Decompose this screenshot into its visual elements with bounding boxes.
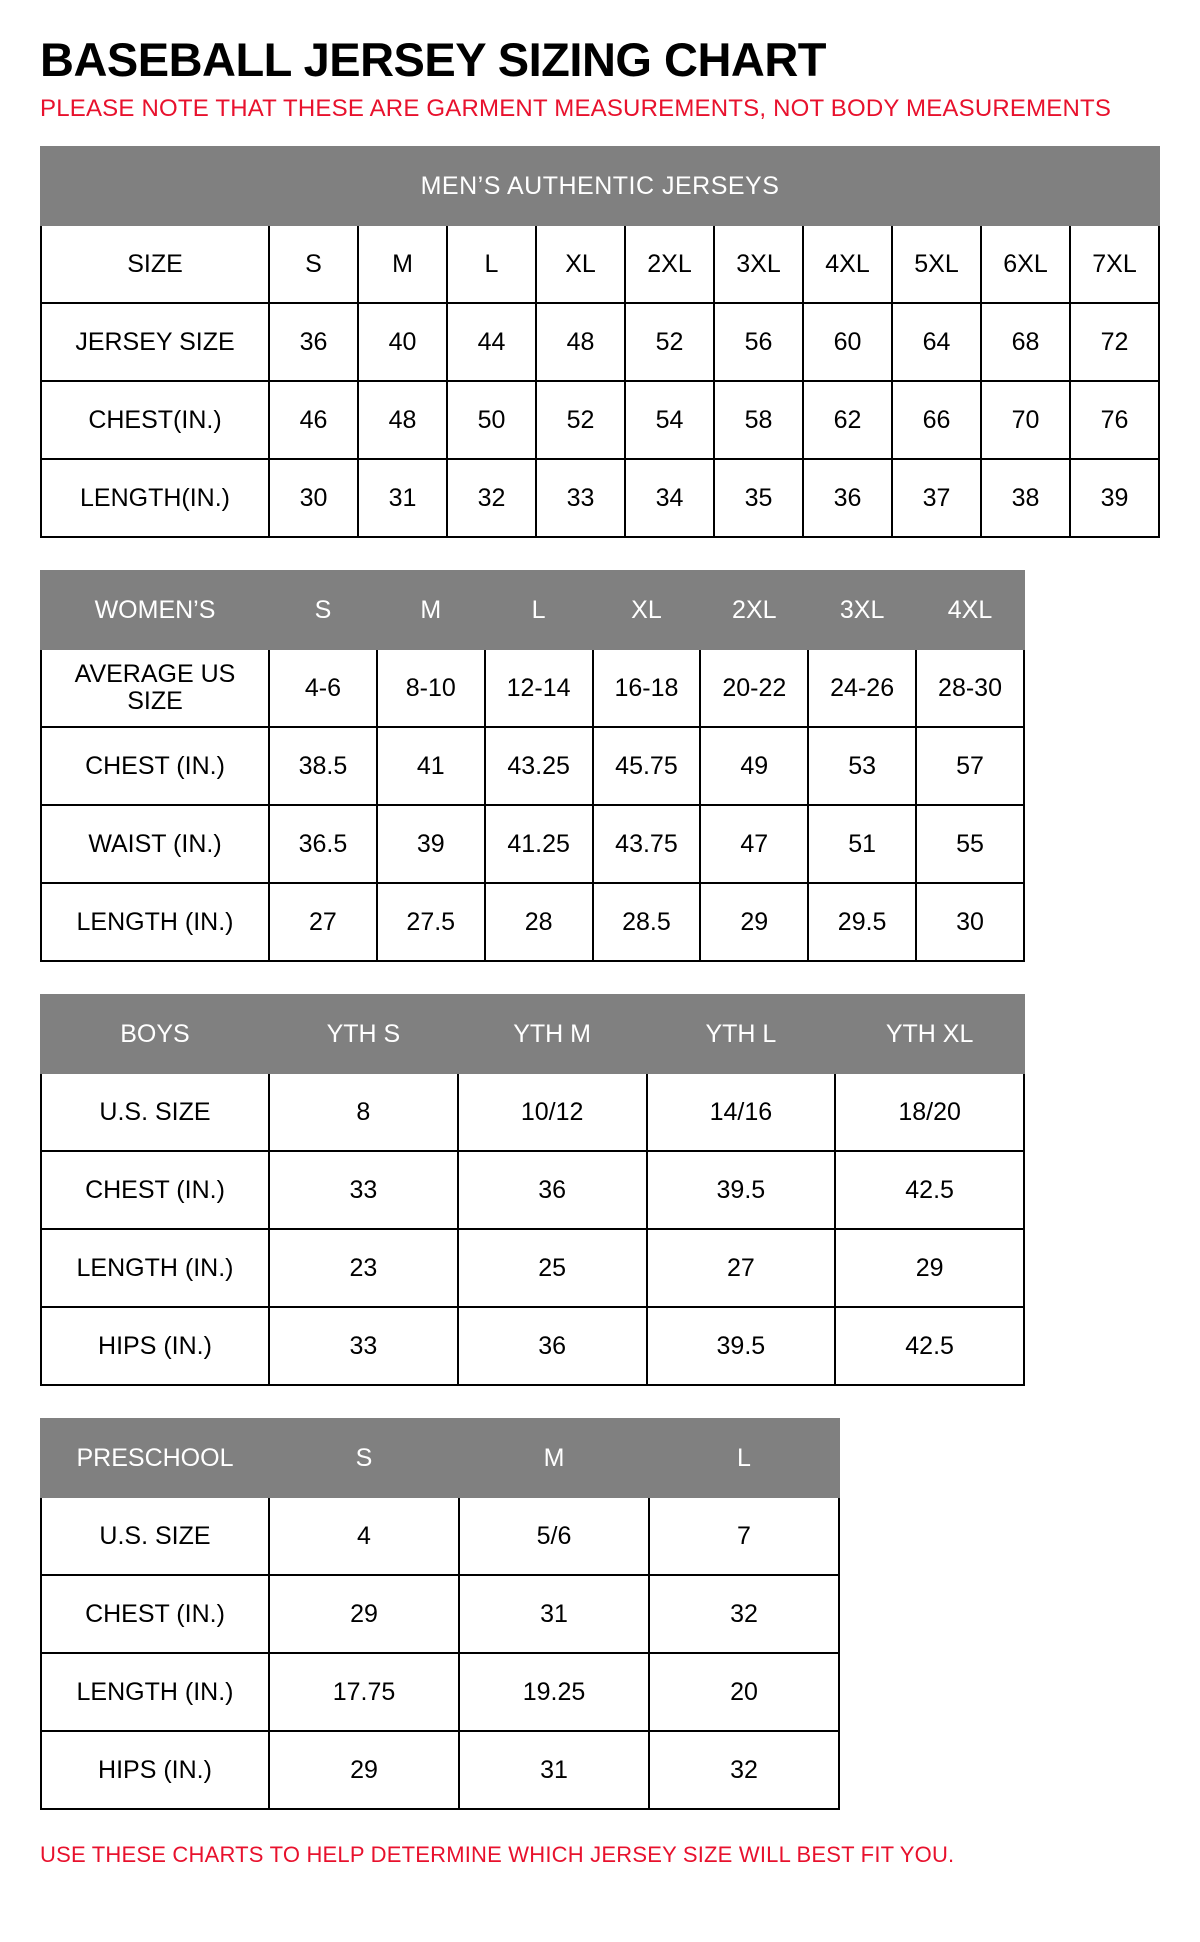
row-label: HIPS (IN.): [41, 1731, 269, 1809]
cell: 29: [269, 1731, 459, 1809]
cell: 10/12: [458, 1073, 647, 1151]
row-label: CHEST(IN.): [41, 381, 269, 459]
table-row: [41, 1073, 1024, 1151]
cell: 8-10: [377, 649, 485, 727]
cell: 32: [649, 1731, 839, 1809]
row-label: SIZE: [41, 225, 269, 303]
cell: L: [447, 225, 536, 303]
page-title: BASEBALL JERSEY SIZING CHART: [40, 33, 826, 86]
cell: 2XL: [625, 225, 714, 303]
cell: 76: [1070, 381, 1159, 459]
cell: S: [269, 225, 358, 303]
womens-header-cell: M: [377, 571, 485, 649]
womens-header-cell: XL: [593, 571, 701, 649]
row-label: LENGTH (IN.): [41, 1653, 269, 1731]
cell: 47: [700, 805, 808, 883]
table-row: [41, 1653, 839, 1731]
cell: 45.75: [593, 727, 701, 805]
cell: 72: [1070, 303, 1159, 381]
womens-header-cell: 2XL: [700, 571, 808, 649]
cell: 68: [981, 303, 1070, 381]
cell: 14/16: [647, 1073, 836, 1151]
cell: 70: [981, 381, 1070, 459]
cell: 35: [714, 459, 803, 537]
cell: 28.5: [593, 883, 701, 961]
row-label: CHEST (IN.): [41, 1151, 269, 1229]
cell: 29: [835, 1229, 1024, 1307]
womens-header-label: WOMEN’S: [41, 571, 269, 649]
cell: 41.25: [485, 805, 593, 883]
cell: 49: [700, 727, 808, 805]
table-row: [41, 1151, 1024, 1229]
cell: 20: [649, 1653, 839, 1731]
cell: 33: [269, 1151, 458, 1229]
cell: 20-22: [700, 649, 808, 727]
row-label: HIPS (IN.): [41, 1307, 269, 1385]
row-label: CHEST (IN.): [41, 727, 269, 805]
cell: 25: [458, 1229, 647, 1307]
cell: 34: [625, 459, 714, 537]
row-label: U.S. SIZE: [41, 1497, 269, 1575]
cell: 18/20: [835, 1073, 1024, 1151]
cell: 42.5: [835, 1151, 1024, 1229]
mens-sizing-table: [40, 146, 1160, 538]
boys-header-cell: YTH XL: [835, 995, 1024, 1073]
row-label: WAIST (IN.): [41, 805, 269, 883]
table-row: [41, 805, 1024, 883]
table-row: [41, 381, 1159, 459]
cell: 8: [269, 1073, 458, 1151]
cell: 56: [714, 303, 803, 381]
cell: 27: [269, 883, 377, 961]
cell: M: [358, 225, 447, 303]
cell: 7XL: [1070, 225, 1159, 303]
boys-header-cell: YTH M: [458, 995, 647, 1073]
preschool-header-cell: S: [269, 1419, 459, 1497]
womens-header-cell: L: [485, 571, 593, 649]
cell: 31: [459, 1575, 649, 1653]
womens-header-cell: S: [269, 571, 377, 649]
preschool-header-cell: L: [649, 1419, 839, 1497]
table-row-header: [41, 571, 1024, 649]
table-row: [41, 303, 1159, 381]
cell: 42.5: [835, 1307, 1024, 1385]
table-row-header: [41, 995, 1024, 1073]
cell: 6XL: [981, 225, 1070, 303]
cell: 28: [485, 883, 593, 961]
cell: 17.75: [269, 1653, 459, 1731]
cell: 19.25: [459, 1653, 649, 1731]
cell: 36: [803, 459, 892, 537]
table-row: [41, 1307, 1024, 1385]
table-row: [41, 883, 1024, 961]
mens-banner: MEN’S AUTHENTIC JERSEYS: [41, 147, 1159, 225]
cell: 48: [358, 381, 447, 459]
table-row: [41, 649, 1024, 727]
cell: 43.25: [485, 727, 593, 805]
cell: 58: [714, 381, 803, 459]
measurement-disclaimer: PLEASE NOTE THAT THESE ARE GARMENT MEASUREMENTS, NOT BODY MEASUREMENTS: [40, 95, 1112, 123]
table-row: [41, 1575, 839, 1653]
table-row: [41, 225, 1159, 303]
cell: 52: [536, 381, 625, 459]
cell: 16-18: [593, 649, 701, 727]
womens-header-cell: 3XL: [808, 571, 916, 649]
cell: 32: [649, 1575, 839, 1653]
cell: 60: [803, 303, 892, 381]
cell: 27.5: [377, 883, 485, 961]
table-row: [41, 459, 1159, 537]
table-row: [41, 1731, 839, 1809]
cell: 39.5: [647, 1151, 836, 1229]
cell: 32: [447, 459, 536, 537]
cell: 33: [269, 1307, 458, 1385]
table-row-banner: [41, 147, 1159, 225]
cell: 52: [625, 303, 714, 381]
cell: 29.5: [808, 883, 916, 961]
cell: 29: [269, 1575, 459, 1653]
table-row: [41, 727, 1024, 805]
cell: 51: [808, 805, 916, 883]
cell: 46: [269, 381, 358, 459]
boys-header-label: BOYS: [41, 995, 269, 1073]
cell: 38: [981, 459, 1070, 537]
womens-header-cell: 4XL: [916, 571, 1024, 649]
table-row: [41, 1229, 1024, 1307]
cell: 66: [892, 381, 981, 459]
cell: 4-6: [269, 649, 377, 727]
boys-header-cell: YTH S: [269, 995, 458, 1073]
cell: 44: [447, 303, 536, 381]
cell: 24-26: [808, 649, 916, 727]
preschool-sizing-table: [40, 1418, 840, 1810]
cell: 3XL: [714, 225, 803, 303]
cell: 53: [808, 727, 916, 805]
cell: 12-14: [485, 649, 593, 727]
cell: 36.5: [269, 805, 377, 883]
cell: 36: [269, 303, 358, 381]
cell: 64: [892, 303, 981, 381]
cell: 30: [916, 883, 1024, 961]
row-label: LENGTH (IN.): [41, 1229, 269, 1307]
cell: 43.75: [593, 805, 701, 883]
cell: XL: [536, 225, 625, 303]
cell: 39: [377, 805, 485, 883]
cell: 31: [459, 1731, 649, 1809]
cell: 4: [269, 1497, 459, 1575]
cell: 5/6: [459, 1497, 649, 1575]
cell: 36: [458, 1151, 647, 1229]
cell: 4XL: [803, 225, 892, 303]
cell: 28-30: [916, 649, 1024, 727]
row-label: CHEST (IN.): [41, 1575, 269, 1653]
cell: 7: [649, 1497, 839, 1575]
footer-note: USE THESE CHARTS TO HELP DETERMINE WHICH JERSEY SIZE WILL BEST FIT YOU.: [40, 1842, 955, 1868]
row-label: U.S. SIZE: [41, 1073, 269, 1151]
cell: 5XL: [892, 225, 981, 303]
cell: 30: [269, 459, 358, 537]
cell: 38.5: [269, 727, 377, 805]
cell: 62: [803, 381, 892, 459]
preschool-header-label: PRESCHOOL: [41, 1419, 269, 1497]
cell: 23: [269, 1229, 458, 1307]
cell: 48: [536, 303, 625, 381]
cell: 36: [458, 1307, 647, 1385]
table-row-header: [41, 1419, 839, 1497]
row-label: LENGTH (IN.): [41, 883, 269, 961]
boys-sizing-table: [40, 994, 1025, 1386]
preschool-header-cell: M: [459, 1419, 649, 1497]
cell: 31: [358, 459, 447, 537]
cell: 54: [625, 381, 714, 459]
cell: 39: [1070, 459, 1159, 537]
cell: 33: [536, 459, 625, 537]
womens-sizing-table: [40, 570, 1025, 962]
row-label: JERSEY SIZE: [41, 303, 269, 381]
cell: 27: [647, 1229, 836, 1307]
boys-header-cell: YTH L: [647, 995, 836, 1073]
cell: 40: [358, 303, 447, 381]
cell: 50: [447, 381, 536, 459]
cell: 37: [892, 459, 981, 537]
row-label: AVERAGE US SIZE: [41, 649, 269, 727]
cell: 55: [916, 805, 1024, 883]
cell: 39.5: [647, 1307, 836, 1385]
cell: 41: [377, 727, 485, 805]
cell: 29: [700, 883, 808, 961]
table-row: [41, 1497, 839, 1575]
row-label: LENGTH(IN.): [41, 459, 269, 537]
cell: 57: [916, 727, 1024, 805]
